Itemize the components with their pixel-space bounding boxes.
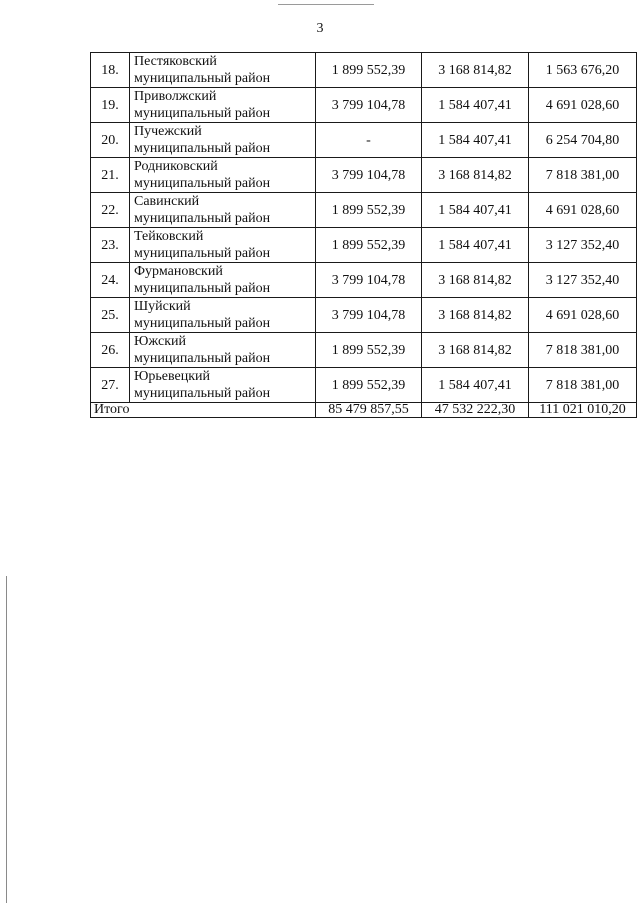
header-rule xyxy=(278,4,374,6)
amount-1: 1 899 552,39 xyxy=(316,333,422,368)
row-number: 27. xyxy=(91,368,130,403)
district-name xyxy=(130,368,316,403)
total-label: Итого xyxy=(91,403,316,418)
district-name xyxy=(130,123,316,158)
table-row xyxy=(91,228,637,263)
table-row xyxy=(91,53,637,88)
amount-2: 1 584 407,41 xyxy=(422,88,529,123)
amount-1: 3 799 104,78 xyxy=(316,158,422,193)
amount-2: 1 584 407,41 xyxy=(422,368,529,403)
amount-1: 1 899 552,39 xyxy=(316,53,422,88)
amount-3: 4 691 028,60 xyxy=(529,88,637,123)
row-number: 19. xyxy=(91,88,130,123)
amount-1: - xyxy=(316,123,422,158)
district-name-line2: муниципальный район xyxy=(134,316,271,331)
amount-3: 4 691 028,60 xyxy=(529,193,637,228)
table-row xyxy=(91,263,637,298)
district-name-line2: муниципальный район xyxy=(134,106,271,121)
district-name-line1: Савинский xyxy=(134,194,200,209)
table-row xyxy=(91,298,637,333)
district-name-line2: муниципальный район xyxy=(134,71,271,86)
amount-2: 1 584 407,41 xyxy=(422,193,529,228)
district-name-line1: Родниковский xyxy=(134,159,218,174)
amount-1: 1 899 552,39 xyxy=(316,228,422,263)
amount-2: 3 168 814,82 xyxy=(422,333,529,368)
district-name-line1: Юрьевецкий xyxy=(134,369,211,384)
district-name xyxy=(130,263,316,298)
total-col1: 85 479 857,55 xyxy=(316,403,422,418)
total-row xyxy=(91,403,637,418)
district-name-line2: муниципальный район xyxy=(134,141,271,156)
amount-2: 1 584 407,41 xyxy=(422,228,529,263)
district-name-line1: Фурмановский xyxy=(134,264,223,279)
amount-3: 1 563 676,20 xyxy=(529,53,637,88)
amount-1: 3 799 104,78 xyxy=(316,263,422,298)
amount-2: 3 168 814,82 xyxy=(422,263,529,298)
district-name-line2: муниципальный район xyxy=(134,351,271,366)
district-name-line2: муниципальный район xyxy=(134,246,271,261)
district-name-line2: муниципальный район xyxy=(134,281,271,296)
row-number: 18. xyxy=(91,53,130,88)
total-col2: 47 532 222,30 xyxy=(422,403,529,418)
table-row xyxy=(91,193,637,228)
amount-3: 3 127 352,40 xyxy=(529,228,637,263)
row-number: 22. xyxy=(91,193,130,228)
amount-1: 3 799 104,78 xyxy=(316,88,422,123)
district-name-line1: Тейковский xyxy=(134,229,204,244)
district-name-line2: муниципальный район xyxy=(134,386,271,401)
table-body xyxy=(91,53,637,418)
district-name xyxy=(130,298,316,333)
district-name-line2: муниципальный район xyxy=(134,176,271,191)
row-number: 24. xyxy=(91,263,130,298)
row-number: 21. xyxy=(91,158,130,193)
district-name xyxy=(130,88,316,123)
district-name-line1: Пучежский xyxy=(134,124,202,139)
amount-2: 3 168 814,82 xyxy=(422,298,529,333)
district-name xyxy=(130,158,316,193)
amount-3: 6 254 704,80 xyxy=(529,123,637,158)
row-number: 23. xyxy=(91,228,130,263)
total-col3: 111 021 010,20 xyxy=(529,403,637,418)
district-name xyxy=(130,228,316,263)
page-number: 3 xyxy=(316,21,324,36)
amount-3: 3 127 352,40 xyxy=(529,263,637,298)
district-name xyxy=(130,193,316,228)
district-name-line1: Приволжский xyxy=(134,89,217,104)
amount-2: 1 584 407,41 xyxy=(422,123,529,158)
district-name-line2: муниципальный район xyxy=(134,211,271,226)
district-name-line1: Пестяковский xyxy=(134,54,217,69)
amount-3: 7 818 381,00 xyxy=(529,368,637,403)
row-number: 20. xyxy=(91,123,130,158)
row-number: 25. xyxy=(91,298,130,333)
table-row xyxy=(91,123,637,158)
district-name-line1: Южский xyxy=(134,334,186,349)
amount-3: 7 818 381,00 xyxy=(529,333,637,368)
table-row xyxy=(91,368,637,403)
amount-2: 3 168 814,82 xyxy=(422,158,529,193)
district-name-line1: Шуйский xyxy=(134,299,191,314)
amount-3: 7 818 381,00 xyxy=(529,158,637,193)
table-row xyxy=(91,333,637,368)
allocation-table xyxy=(90,52,637,418)
table-row xyxy=(91,158,637,193)
table-row xyxy=(91,88,637,123)
amount-2: 3 168 814,82 xyxy=(422,53,529,88)
amount-3: 4 691 028,60 xyxy=(529,298,637,333)
district-name xyxy=(130,333,316,368)
margin-line xyxy=(6,576,7,903)
district-name xyxy=(130,53,316,88)
amount-1: 3 799 104,78 xyxy=(316,298,422,333)
row-number: 26. xyxy=(91,333,130,368)
amount-1: 1 899 552,39 xyxy=(316,193,422,228)
amount-1: 1 899 552,39 xyxy=(316,368,422,403)
